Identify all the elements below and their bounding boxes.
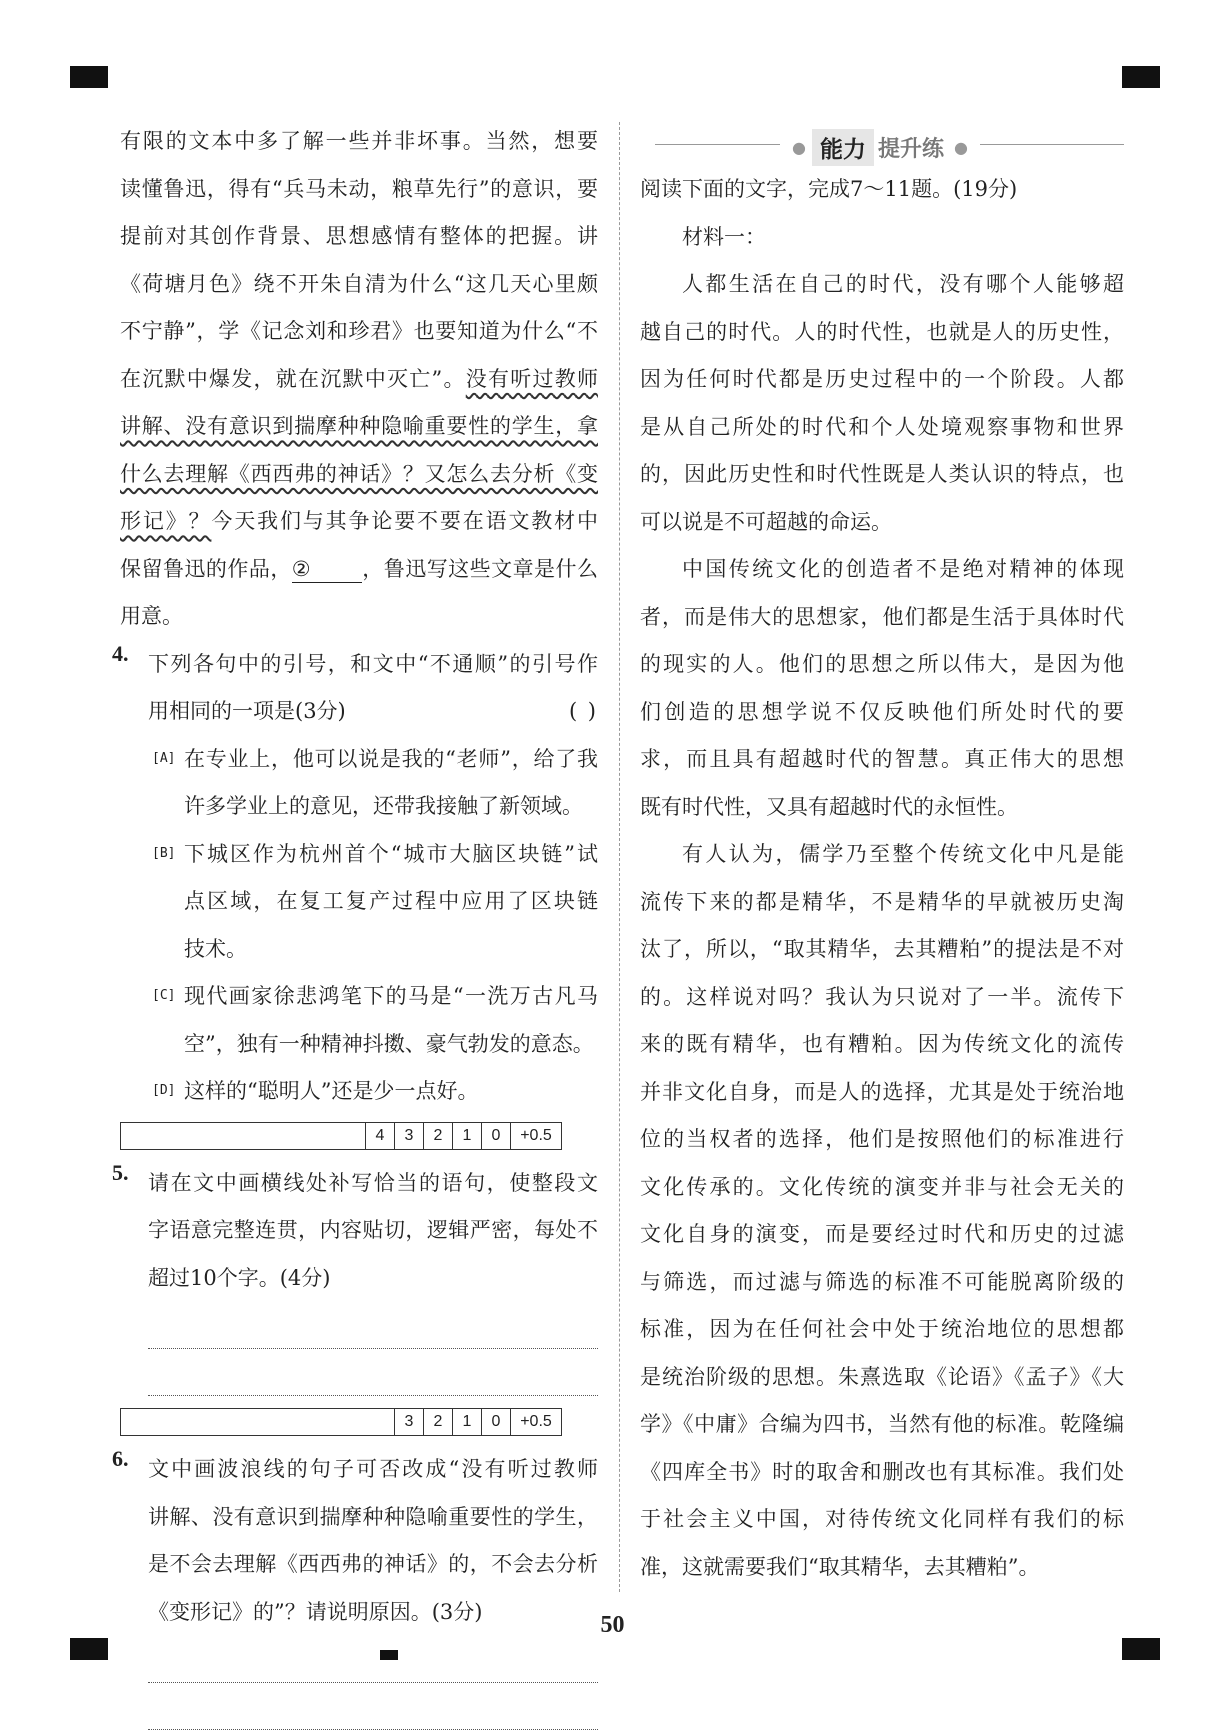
text-line: 汰了，所以，“取其精华，去其糟粕”的提法是不对: [640, 937, 1124, 961]
answer-bracket[interactable]: ( ): [568, 699, 598, 723]
question-text: 《变形记》的”？请说明原因。(3分): [148, 1599, 483, 1624]
option-a[interactable]: [120, 736, 598, 831]
wavy-underlined-sentence: 什么去理解《西西弗的神话》？又怎么去分析《变: [120, 461, 598, 486]
text-line: 准，这就需要我们“取其精华，去其糟粕”。: [640, 1554, 1040, 1579]
text-line: 因为任何时代都是历史过程中的一个阶段。人都: [640, 367, 1124, 391]
question-text: 文中画波浪线的句子可否改成“没有听过教师: [148, 1457, 598, 1481]
question-text: 下列各句中的引号，和文中“不通顺”的引号作: [148, 651, 598, 676]
option-d[interactable]: [120, 1068, 598, 1116]
score-box-q4: [120, 1122, 562, 1150]
text-line: 是从自己所处的时代和个人处境观察事物和世界: [640, 414, 1124, 439]
answer-line[interactable]: [148, 1349, 598, 1396]
score-cell[interactable]: +0.5: [510, 1123, 561, 1149]
text-line: 来的既有精华，也有糟粕。因为传统文化的流传: [640, 1032, 1124, 1056]
option-label: [A]: [152, 750, 176, 766]
wavy-underlined-sentence: 讲解、没有意识到揣摩种种隐喻重要性的学生，拿: [120, 414, 598, 438]
banner-title-primary: 能力: [812, 129, 874, 166]
answer-line[interactable]: [148, 1636, 598, 1683]
text-line: 位的当权者的选择，他们是按照他们的标准进行: [640, 1127, 1124, 1151]
answer-line[interactable]: [148, 1302, 598, 1349]
banner-title-secondary: 提升练: [877, 136, 944, 162]
question-number: 6.: [112, 1446, 129, 1471]
text-line: 有人认为，儒学乃至整个传统文化中凡是能: [682, 842, 1124, 866]
option-label: [C]: [152, 988, 176, 1003]
question-number: 4.: [112, 640, 129, 666]
text-segment: 在沉默中爆发，就在沉默中灭亡”。: [120, 366, 466, 391]
option-b[interactable]: [120, 831, 598, 974]
question-5: [112, 1159, 598, 1397]
registration-mark-bottom-left: [70, 1638, 108, 1660]
text-line: 们创造的思想学说不仅反映他们所处时代的要: [640, 699, 1124, 724]
score-cell[interactable]: 2: [423, 1123, 452, 1149]
text-line: 流传下来的都是精华，不是精华的早就被历史淘: [640, 889, 1124, 914]
text-segment: 今天我们与其争论要不要在语文教材中: [211, 509, 599, 533]
text-line: [120, 451, 598, 499]
text-line: [120, 356, 598, 404]
score-cell[interactable]: 4: [365, 1123, 394, 1149]
question-text: 超过10个字。(4分): [148, 1265, 331, 1290]
fill-in-blank-2[interactable]: ②: [292, 556, 362, 583]
bullet-dot-icon: ●: [792, 137, 806, 157]
question-6: [112, 1446, 598, 1730]
text-line: 的。这样说对吗？我认为只说对了一半。流传下: [640, 984, 1124, 1009]
text-line: 标准，因为在任何社会中处于统治地位的思想都: [640, 1317, 1124, 1341]
text-line: 是统治阶级的思想。朱熹选取《论语》《孟子》《大: [640, 1364, 1124, 1389]
page-number: 50: [600, 1612, 625, 1638]
score-cell[interactable]: 3: [394, 1123, 423, 1149]
text-line: [120, 403, 598, 451]
score-cell[interactable]: 1: [452, 1409, 481, 1435]
left-column: [112, 118, 599, 1730]
option-text: 现代画家徐悲鸿笔下的马是“一洗万古凡马: [184, 984, 598, 1008]
text-line: 可以说是不可超越的命运。: [640, 509, 892, 534]
option-text: 点区域，在复工复产过程中应用了区块链: [184, 889, 598, 913]
text-line: [120, 546, 598, 594]
text-line: 用意。: [120, 604, 183, 628]
question-text-segment: 用相同的一项是(3分): [148, 699, 346, 723]
text-line: 既有时代性，又具有超越时代的永恒性。: [640, 794, 1018, 819]
option-text: 技术。: [184, 936, 247, 961]
answer-line[interactable]: [148, 1683, 598, 1730]
text-line: 与筛选，而过滤与筛选的标准不可能脱离阶级的: [640, 1269, 1124, 1294]
passage-continuation: [120, 118, 598, 641]
reading-instruction: 阅读下面的文字，完成7～11题。(19分): [640, 177, 1018, 201]
paragraph-1: [640, 261, 1124, 546]
question-4: [112, 640, 598, 736]
material-label: 材料一：: [682, 224, 766, 249]
registration-mark-top-right: [1122, 66, 1160, 88]
section-banner: [640, 114, 1124, 166]
text-line: 的现实的人。他们的思想之所以伟大，是因为他: [640, 652, 1124, 676]
score-cell[interactable]: 2: [423, 1409, 452, 1435]
banner-box: [780, 128, 980, 166]
wavy-underlined-sentence: 没有听过教师: [465, 366, 598, 391]
option-text: 许多学业上的意见，还带我接触了新领域。: [184, 794, 583, 818]
option-text: 在专业上，他可以说是我的“老师”，给了我: [184, 746, 598, 771]
text-line: 于社会主义中国，对待传统文化同样有我们的标: [640, 1507, 1124, 1531]
registration-mark-top-left: [70, 66, 108, 88]
text-line: 的，因此历史性和时代性既是人类认识的特点，也: [640, 462, 1124, 486]
question-text: 请在文中画横线处补写恰当的语句，使整段文: [148, 1170, 598, 1195]
option-text: 空”，独有一种精神抖擞、豪气勃发的意态。: [184, 1031, 594, 1056]
score-cell[interactable]: 0: [481, 1123, 510, 1149]
question-text: 讲解、没有意识到揣摩种种隐喻重要性的学生，: [148, 1504, 598, 1529]
text-segment: 保留鲁迅的作品，: [120, 556, 292, 581]
score-box-q5: [120, 1408, 562, 1436]
score-cell[interactable]: 0: [481, 1409, 510, 1435]
column-divider: [619, 122, 620, 1592]
option-label: [B]: [152, 845, 176, 861]
question-number: 5.: [112, 1159, 129, 1185]
text-line: [120, 498, 598, 546]
text-line: 中国传统文化的创造者不是绝对精神的体现: [682, 557, 1124, 581]
text-line: 文化自身的演变，而是要经过时代和历史的过滤: [640, 1222, 1124, 1246]
option-text: 这样的“聪明人”还是少一点好。: [184, 1079, 479, 1103]
text-segment: ，鲁迅写这些文章是什么: [361, 556, 599, 581]
text-line: 不宁静”，学《记念刘和珍君》也要知道为什么“不: [120, 319, 598, 343]
text-line: 人都生活在自己的时代，没有哪个人能够超: [682, 272, 1124, 296]
paragraph-2: [640, 546, 1124, 831]
text-line: 《四库全书》时的取舍和删改也有其标准。我们处: [640, 1459, 1124, 1484]
text-line: 提前对其创作背景、思想感情有整体的把握。讲: [120, 224, 598, 248]
text-line: 有限的文本中多了解一些并非坏事。当然，想要: [120, 129, 598, 153]
score-cell[interactable]: 1: [452, 1123, 481, 1149]
question-text: 字语意完整连贯，内容贴切，逻辑严密，每处不: [148, 1218, 598, 1242]
option-c[interactable]: [120, 973, 598, 1068]
text-line: 文化传承的。文化传统的演变并非与社会无关的: [640, 1174, 1124, 1199]
paragraph-3: [640, 831, 1124, 1591]
wavy-underlined-sentence: 形记》？: [120, 509, 212, 533]
option-text: 下城区作为杭州首个“城市大脑区块链”试: [184, 841, 598, 866]
right-column: [640, 118, 1124, 1591]
score-cell[interactable]: 3: [394, 1409, 423, 1435]
text-line: 学》《中庸》合编为四书，当然有他的标准。乾隆编: [640, 1412, 1124, 1436]
text-line: 者，而是伟大的思想家，他们都是生活于具体时代: [640, 604, 1124, 629]
text-line: 求，而且具有超越时代的智慧。真正伟大的思想: [640, 747, 1124, 771]
option-label: [D]: [152, 1083, 176, 1098]
bullet-dot-icon: ●: [954, 137, 968, 157]
question-text: 是不会去理解《西西弗的神话》的，不会去分析: [148, 1552, 598, 1576]
text-line: 《荷塘月色》绕不开朱自清为什么“这几天心里颇: [120, 271, 598, 296]
question-text: [148, 688, 598, 736]
score-cell[interactable]: +0.5: [510, 1409, 561, 1435]
registration-mark-bottom-right: [1122, 1638, 1160, 1660]
text-line: 越自己的时代。人的时代性，也就是人的历史性，: [640, 319, 1124, 344]
text-line: 读懂鲁迅，得有“兵马未动，粮草先行”的意识，要: [120, 176, 598, 201]
text-line: 并非文化自身，而是人的选择，尤其是处于统治地: [640, 1079, 1124, 1104]
